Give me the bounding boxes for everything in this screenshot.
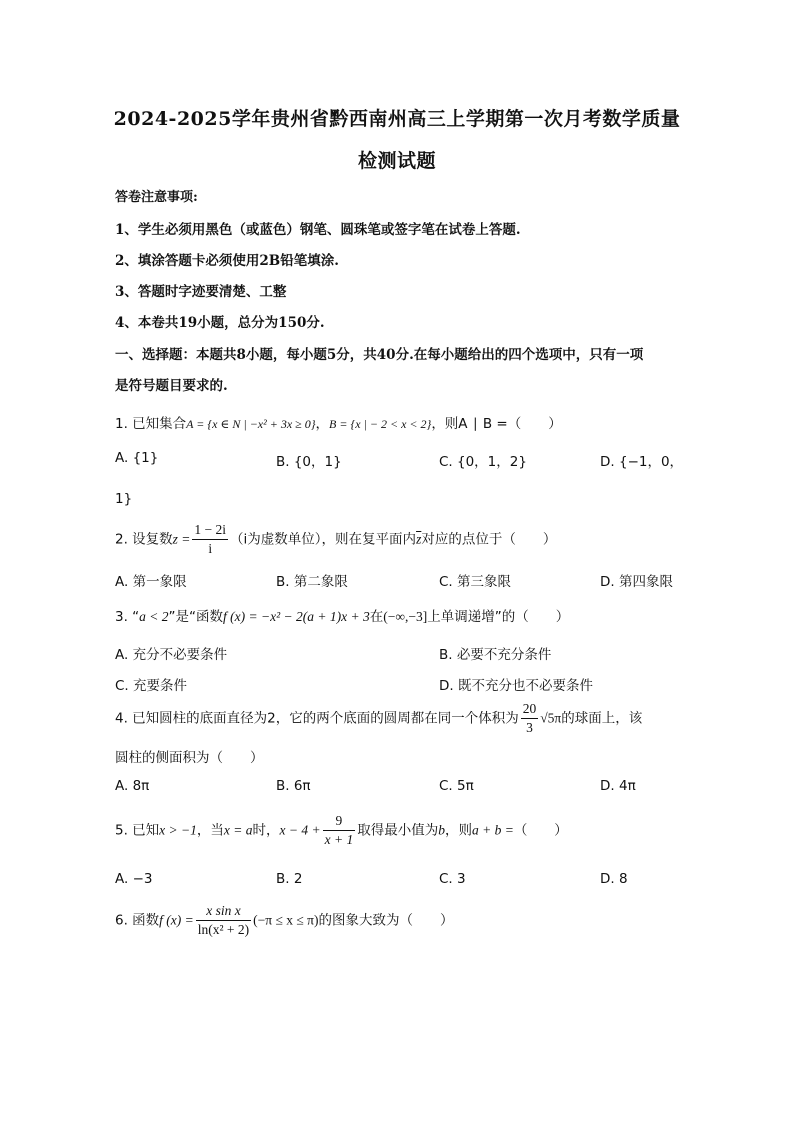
q5-text-c: 时， xyxy=(252,822,280,839)
q1-option-d[interactable]: D. {−1，0， xyxy=(600,454,684,470)
q4-text-a: 4. 已知圆柱的底面直径为2，它的两个底面的圆周都在同一个体积为 xyxy=(115,710,519,727)
q3-text-d: 上单调递增”的（ ） xyxy=(427,609,570,625)
q2-z: z = xyxy=(172,531,191,547)
section1-line-2: 是符号题目要求的. xyxy=(115,378,228,394)
q5-option-c[interactable]: C. 3 xyxy=(439,871,466,887)
q1-sep: ， xyxy=(315,416,330,432)
notice-item-2: 2、填涂答题卡必须使用2B铅笔填涂. xyxy=(115,253,339,269)
q6-range: (−π ≤ x ≤ π) xyxy=(253,912,319,928)
q1-tail: ，则A ∣ B =（ ） xyxy=(431,416,562,432)
question-6 xyxy=(115,902,453,939)
q5-option-b[interactable]: B. 2 xyxy=(276,871,303,887)
q2-option-a[interactable]: A. 第一象限 xyxy=(115,574,187,590)
q2-option-c[interactable]: C. 第三象限 xyxy=(439,574,512,590)
q3-text-a: 3. “ xyxy=(115,609,140,625)
question-1 xyxy=(115,412,562,432)
q5-expression: x − 4 + xyxy=(279,822,321,838)
q1-prefix: 1. 已知集合 xyxy=(115,416,187,432)
q6-function: f (x) = xyxy=(159,912,194,928)
q4-option-a[interactable]: A. 8π xyxy=(115,778,150,794)
q4-option-b[interactable]: B. 6π xyxy=(276,778,311,794)
notice-item-4: 4、本卷共19小题，总分为150分. xyxy=(115,315,325,331)
q5-fraction xyxy=(323,812,356,849)
q5-option-d[interactable]: D. 8 xyxy=(600,871,628,887)
q4-fraction xyxy=(521,700,539,737)
q4-option-d[interactable]: D. 4π xyxy=(600,778,636,794)
q5-condition: x > −1 xyxy=(159,822,197,838)
q6-denominator: ln(x² + 2) xyxy=(197,922,250,937)
q4-radical: √5π xyxy=(540,710,562,726)
q6-fraction xyxy=(196,902,251,939)
q4-denominator: 3 xyxy=(526,720,533,735)
notice-item-3: 3、答题时字迹要清楚、工整 xyxy=(115,284,287,300)
q5-text-b: ，当 xyxy=(196,822,224,839)
question-5 xyxy=(115,812,568,849)
q2-zbar: $\overline{z}$ xyxy=(416,531,422,547)
q3-condition: a < 2 xyxy=(139,609,169,624)
q6-numerator: x sin x xyxy=(196,902,251,921)
q3-option-c[interactable]: C. 充要条件 xyxy=(115,678,188,694)
q5-b: b xyxy=(438,822,445,838)
q3-interval: (−∞,−3] xyxy=(383,609,428,624)
q5-option-a[interactable]: A. −3 xyxy=(115,871,153,887)
q2-option-b[interactable]: B. 第二象限 xyxy=(276,574,348,590)
q3-option-d[interactable]: D. 既不充分也不必要条件 xyxy=(439,678,593,694)
q5-denominator: x + 1 xyxy=(324,832,354,847)
q5-numerator: 9 xyxy=(323,812,356,831)
q3-text-c: 在 xyxy=(369,609,384,625)
q3-option-a[interactable]: A. 充分不必要条件 xyxy=(115,647,228,663)
question-3 xyxy=(115,605,569,625)
q1-option-d-cont: 1} xyxy=(115,491,133,507)
title-line-1: 2024-2025学年贵州省黔西南州高三上学期第一次月考数学质量 xyxy=(113,108,681,130)
notice-heading: 答卷注意事项: xyxy=(115,190,198,205)
q6-text-b: 的图象大致为（ ） xyxy=(318,912,454,929)
notice-item-1: 1、学生必须用黑色（或蓝色）钢笔、圆珠笔或签字笔在试卷上答题. xyxy=(115,222,521,238)
q1-option-b[interactable]: B. {0，1} xyxy=(276,454,342,470)
question-4 xyxy=(115,700,642,737)
q5-text-f: （ ） xyxy=(513,822,568,839)
q2-prefix: 2. 设复数 xyxy=(115,531,173,548)
q5-text-e: ，则 xyxy=(444,822,472,839)
section1-line-1: 一、选择题：本题共8小题，每小题5分，共40分.在每小题给出的四个选项中，只有一项 xyxy=(115,347,644,363)
q4-line-2: 圆柱的侧面积为（ ） xyxy=(115,750,264,766)
q4-option-c[interactable]: C. 5π xyxy=(439,778,474,794)
q1-option-c[interactable]: C. {0，1，2} xyxy=(439,454,527,470)
question-2 xyxy=(115,521,556,558)
title-line-2: 检测试题 xyxy=(357,150,436,172)
q2-numerator: 1 − 2i xyxy=(192,521,228,540)
q3-option-b[interactable]: B. 必要不充分条件 xyxy=(439,647,552,663)
q2-tail: （i为虚数单位），则在复平面内 xyxy=(230,531,417,548)
q2-tail2: 对应的点位于（ ） xyxy=(421,531,557,548)
q5-equation: x = a xyxy=(223,822,253,838)
q1-option-a[interactable]: A. {1} xyxy=(115,450,159,466)
q5-sum: a + b = xyxy=(471,822,514,838)
q3-text-b: ”是“函数 xyxy=(168,609,224,625)
q5-text-a: 5. 已知 xyxy=(115,822,160,839)
q1-set-b: B = {x | − 2 < x < 2} xyxy=(329,417,432,431)
q2-option-d[interactable]: D. 第四象限 xyxy=(600,574,673,590)
q5-text-d: 取得最小值为 xyxy=(357,822,439,839)
q4-numerator: 20 xyxy=(521,700,539,719)
q2-fraction xyxy=(192,521,228,558)
q6-text-a: 6. 函数 xyxy=(115,912,160,929)
q3-function: f (x) = −x² − 2(a + 1)x + 3 xyxy=(223,609,370,624)
q1-set-a: A = {x ∈ N | −x² + 3x ≥ 0} xyxy=(186,417,316,431)
q2-denominator: i xyxy=(208,541,213,556)
q4-text-b: 的球面上，该 xyxy=(561,710,643,727)
